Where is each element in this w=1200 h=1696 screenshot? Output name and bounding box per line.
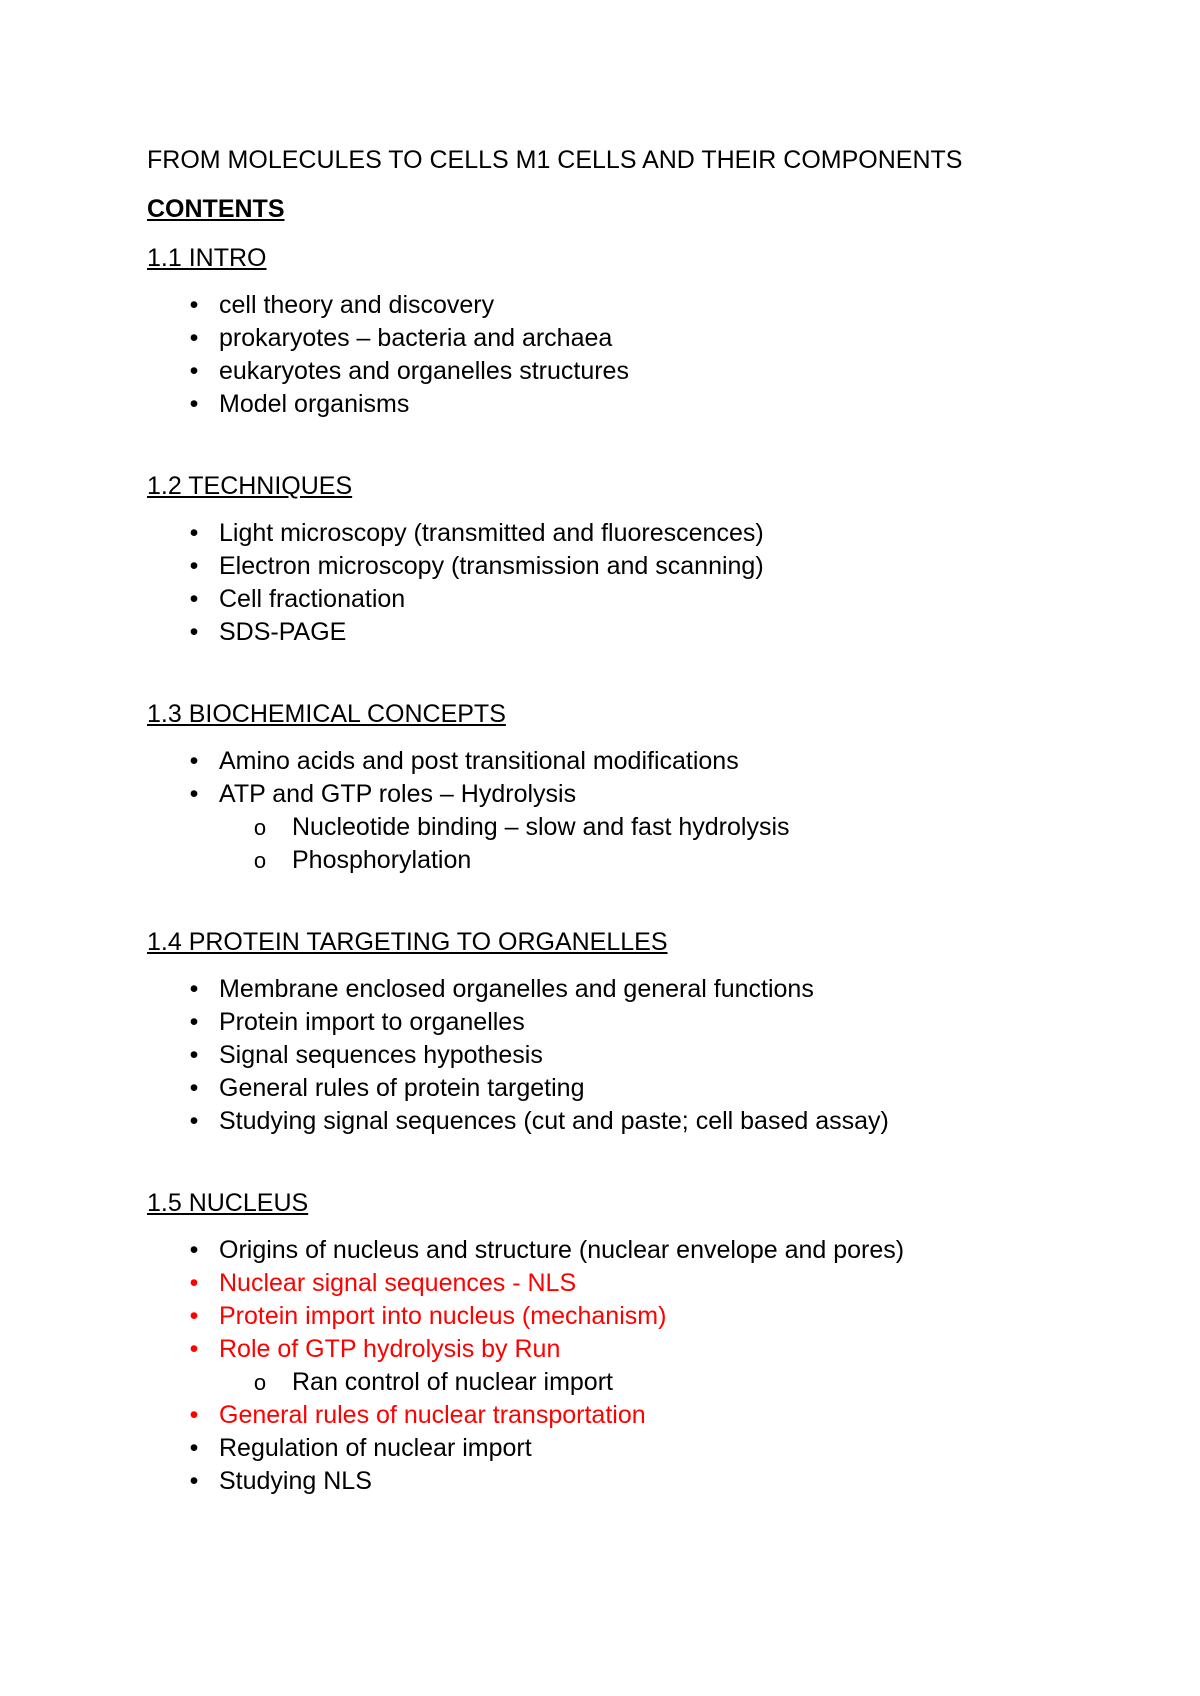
list-item-text: Nucleotide binding – slow and fast hydrolysis [292, 813, 790, 841]
list-item [147, 616, 1107, 649]
bullet-icon: • [189, 324, 199, 352]
list-item [147, 745, 1107, 778]
bullet-icon: • [189, 747, 199, 775]
circle-bullet-icon: o [253, 1370, 267, 1395]
bullet-icon: • [189, 585, 199, 613]
list-item-text: Phosphorylation [292, 846, 472, 874]
list-item [147, 1072, 1107, 1105]
bullet-list [147, 973, 1107, 1138]
list-item-text: Light microscopy (transmitted and fluorescences) [219, 519, 764, 547]
bullet-icon: • [189, 618, 199, 646]
bullet-icon: • [189, 1074, 199, 1102]
list-item-text: Nuclear signal sequences - NLS [219, 1269, 577, 1297]
list-item [147, 289, 1107, 322]
list-item [147, 517, 1107, 550]
circle-bullet-icon: o [253, 848, 267, 873]
section-heading: 1.3 BIOCHEMICAL CONCEPTS [147, 700, 506, 728]
list-item-text: Studying signal sequences (cut and paste; cell based assay) [219, 1107, 889, 1135]
bullet-icon: • [189, 357, 199, 385]
list-item [147, 973, 1107, 1006]
list-item-text: Role of GTP hydrolysis by Run [219, 1335, 561, 1363]
list-item-text: prokaryotes – bacteria and archaea [219, 324, 613, 352]
document-content [147, 144, 1107, 1498]
list-item [147, 1234, 1107, 1267]
list-item [147, 1465, 1107, 1498]
list-item [147, 583, 1107, 616]
list-item [147, 322, 1107, 355]
list-item-text: SDS-PAGE [219, 618, 347, 646]
sub-list-item [147, 1366, 1107, 1399]
list-item [147, 1399, 1107, 1432]
contents-heading: CONTENTS [147, 195, 285, 223]
bullet-icon: • [189, 1008, 199, 1036]
bullet-icon: • [189, 1335, 199, 1363]
bullet-list [147, 1234, 1107, 1498]
list-item-text: Electron microscopy (transmission and scanning) [219, 552, 764, 580]
section-heading: 1.4 PROTEIN TARGETING TO ORGANELLES [147, 928, 668, 956]
list-item [147, 1039, 1107, 1072]
list-item-text: Ran control of nuclear import [292, 1368, 613, 1396]
list-item-text: Model organisms [219, 390, 410, 418]
bullet-icon: • [189, 1467, 199, 1495]
circle-bullet-icon: o [253, 815, 267, 840]
bullet-icon: • [189, 1401, 199, 1429]
list-item-text: cell theory and discovery [219, 291, 495, 319]
bullet-list [147, 289, 1107, 421]
list-item-text: Cell fractionation [219, 585, 406, 613]
list-item [147, 1006, 1107, 1039]
bullet-icon: • [189, 1302, 199, 1330]
list-item-text: Origins of nucleus and structure (nuclear envelope and pores) [219, 1236, 905, 1264]
list-item-text: Protein import into nucleus (mechanism) [219, 1302, 667, 1330]
bullet-list [147, 517, 1107, 649]
list-item-text: Signal sequences hypothesis [219, 1041, 543, 1069]
sub-list-item [147, 811, 1107, 844]
list-item-text: Amino acids and post transitional modifications [219, 747, 739, 775]
list-item [147, 550, 1107, 583]
list-item-text: Membrane enclosed organelles and general functions [219, 975, 814, 1003]
list-item [147, 1105, 1107, 1138]
bullet-icon: • [189, 780, 199, 808]
section-heading: 1.5 NUCLEUS [147, 1189, 309, 1217]
list-item-text: General rules of protein targeting [219, 1074, 585, 1102]
bullet-icon: • [189, 552, 199, 580]
list-item [147, 355, 1107, 388]
bullet-icon: • [189, 975, 199, 1003]
list-item-text: ATP and GTP roles – Hydrolysis [219, 780, 577, 808]
list-item [147, 778, 1107, 811]
bullet-icon: • [189, 1041, 199, 1069]
section [147, 242, 1107, 421]
bullet-icon: • [189, 1434, 199, 1462]
section [147, 1187, 1107, 1498]
list-item-text: eukaryotes and organelles structures [219, 357, 629, 385]
section [147, 926, 1107, 1138]
section [147, 698, 1107, 877]
section-heading: 1.1 INTRO [147, 244, 267, 272]
section-heading: 1.2 TECHNIQUES [147, 472, 353, 500]
list-item [147, 1432, 1107, 1465]
list-item [147, 1267, 1107, 1300]
section [147, 470, 1107, 649]
bullet-icon: • [189, 291, 199, 319]
list-item-text: Regulation of nuclear import [219, 1434, 532, 1462]
bullet-icon: • [189, 1269, 199, 1297]
bullet-icon: • [189, 1236, 199, 1264]
document-title: FROM MOLECULES TO CELLS M1 CELLS AND THEIR COMPONENTS [147, 146, 963, 174]
bullet-icon: • [189, 519, 199, 547]
list-item [147, 1300, 1107, 1333]
sub-list-item [147, 844, 1107, 877]
list-item [147, 1333, 1107, 1366]
sections-container [147, 242, 1107, 1498]
list-item-text: General rules of nuclear transportation [219, 1401, 646, 1429]
list-item [147, 388, 1107, 421]
bullet-list [147, 745, 1107, 877]
bullet-icon: • [189, 390, 199, 418]
list-item-text: Protein import to organelles [219, 1008, 525, 1036]
bullet-icon: • [189, 1107, 199, 1135]
list-item-text: Studying NLS [219, 1467, 372, 1495]
